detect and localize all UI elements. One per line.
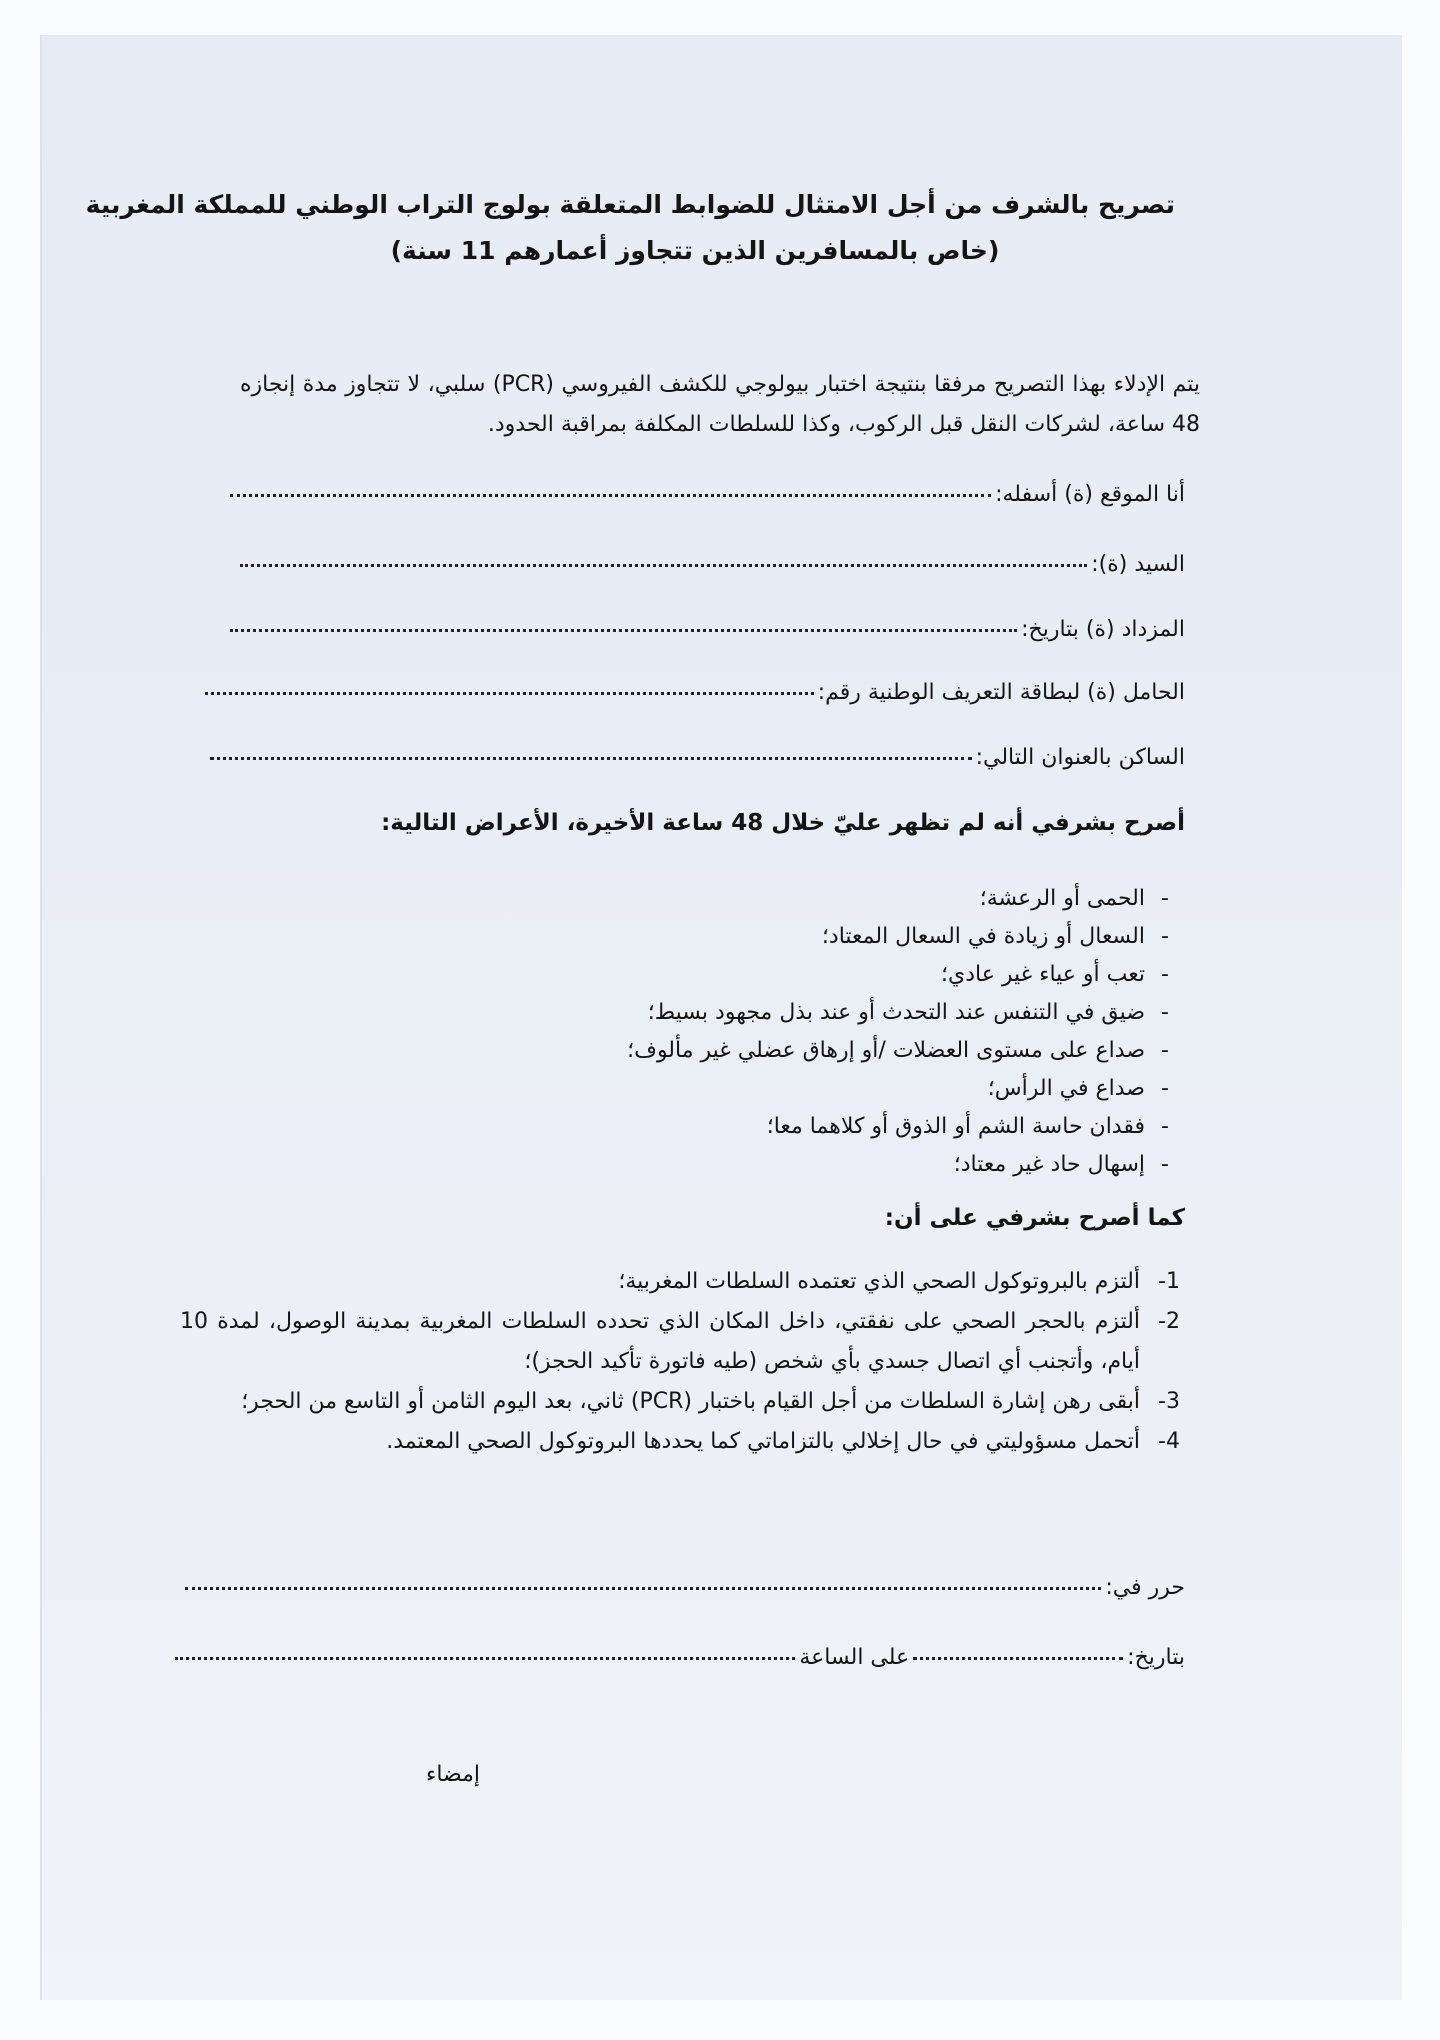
list-item: - السعال أو زيادة في السعال المعتاد؛ — [285, 918, 1185, 956]
commitments-heading: كما أصرح بشرفي على أن: — [884, 1205, 1185, 1231]
signature-label: إمضاء — [425, 1762, 480, 1787]
address-fill-line[interactable] — [210, 753, 972, 760]
list-item: - إسهال حاد غير معتاد؛ — [285, 1146, 1185, 1184]
done-at-field[interactable] — [185, 1575, 1185, 1600]
undersigned-label: أنا الموقع (ة) أسفله: — [995, 482, 1185, 507]
id-card-label: الحامل (ة) لبطاقة التعريف الوطنية رقم: — [817, 680, 1185, 705]
commitments-list — [180, 1262, 1180, 1462]
list-item: - فقدان حاسة الشم أو الذوق أو كلاهما معا؛ — [285, 1108, 1185, 1146]
dash-bullet: - — [1161, 1152, 1169, 1177]
dash-bullet: - — [1161, 886, 1169, 911]
dash-bullet: - — [1161, 924, 1169, 949]
time-fill-line[interactable] — [175, 1653, 795, 1660]
date-field[interactable] — [175, 1645, 1185, 1670]
form-title: تصريح بالشرف من أجل الامتثال للضوابط المتعلقة بولوج التراب الوطني للمملكة المغربية — [85, 190, 1175, 219]
list-item: 1- ألتزم بالبروتوكول الصحي الذي تعتمده السلطات المغربية؛ — [618, 1269, 1180, 1294]
name-field[interactable] — [240, 552, 1185, 577]
done-at-fill-line[interactable] — [185, 1583, 1101, 1590]
list-item: - تعب أو عياء غير عادي؛ — [285, 956, 1185, 994]
list-item: - صداع على مستوى العضلات /أو إرهاق عضلي غير مألوف؛ — [285, 1032, 1185, 1070]
birth-date-field[interactable] — [230, 617, 1185, 642]
list-item: 3- أبقى رهن إشارة السلطات من أجل القيام باختبار (PCR) ثاني، بعد اليوم الثامن أو التاسع من الحجر؛ — [241, 1389, 1180, 1414]
list-item: - الحمى أو الرعشة؛ — [285, 880, 1185, 918]
birth-date-fill-line[interactable] — [230, 625, 1017, 632]
undersigned-field[interactable] — [230, 482, 1185, 507]
symptoms-list — [285, 880, 1185, 1184]
dash-bullet: - — [1161, 1000, 1169, 1025]
dash-bullet: - — [1161, 1114, 1169, 1139]
id-card-field[interactable] — [205, 680, 1185, 705]
list-item: 4- أتحمل مسؤوليتي في حال إخلالي بالتزاماتي كما يحددها البروتوكول الصحي المعتمد. — [386, 1429, 1180, 1454]
intro-paragraph: يتم الإدلاء بهذا التصريح مرفقا بنتيجة اختبار بيولوجي للكشف الفيروسي (PCR) سلبي، لا تتجاوز مدة إنجازه 48 ساعة، لشركات النقل قبل الركوب، وكذا للسلطات المكلفة بمراقبة الحدود. — [240, 372, 1201, 437]
form-subtitle: (خاص بالمسافرين الذين تتجاوز أعمارهم 11 سنة) — [390, 236, 1000, 265]
time-label: على الساعة — [799, 1645, 910, 1670]
symptoms-heading: أصرح بشرفي أنه لم تظهر عليّ خلال 48 ساعة الأخيرة، الأعراض التالية: — [381, 810, 1185, 836]
address-field[interactable] — [210, 745, 1185, 770]
dash-bullet: - — [1161, 1038, 1169, 1063]
list-item: - ضيق في التنفس عند التحدث أو عند بذل مجهود بسيط؛ — [285, 994, 1185, 1032]
undersigned-fill-line[interactable] — [230, 490, 991, 497]
done-at-label: حرر في: — [1105, 1575, 1185, 1600]
id-card-fill-line[interactable] — [205, 688, 814, 695]
address-label: الساكن بالعنوان التالي: — [975, 745, 1185, 770]
date-fill-line[interactable] — [913, 1653, 1123, 1660]
date-label: بتاريخ: — [1127, 1645, 1185, 1670]
name-label: السيد (ة): — [1091, 552, 1185, 577]
dash-bullet: - — [1161, 1076, 1169, 1101]
list-item: 2- ألتزم بالحجر الصحي على نفقتي، داخل المكان الذي تحدده السلطات المغربية بمدينة الوصول، لمدة 10 أيام، وأتجنب أي اتصال جسدي بأي شخص (طيه فاتورة تأكيد الحجز)؛ — [180, 1309, 1180, 1374]
name-fill-line[interactable] — [240, 560, 1087, 567]
birth-date-label: المزداد (ة) بتاريخ: — [1021, 617, 1185, 642]
dash-bullet: - — [1161, 962, 1169, 987]
list-item: - صداع في الرأس؛ — [285, 1070, 1185, 1108]
